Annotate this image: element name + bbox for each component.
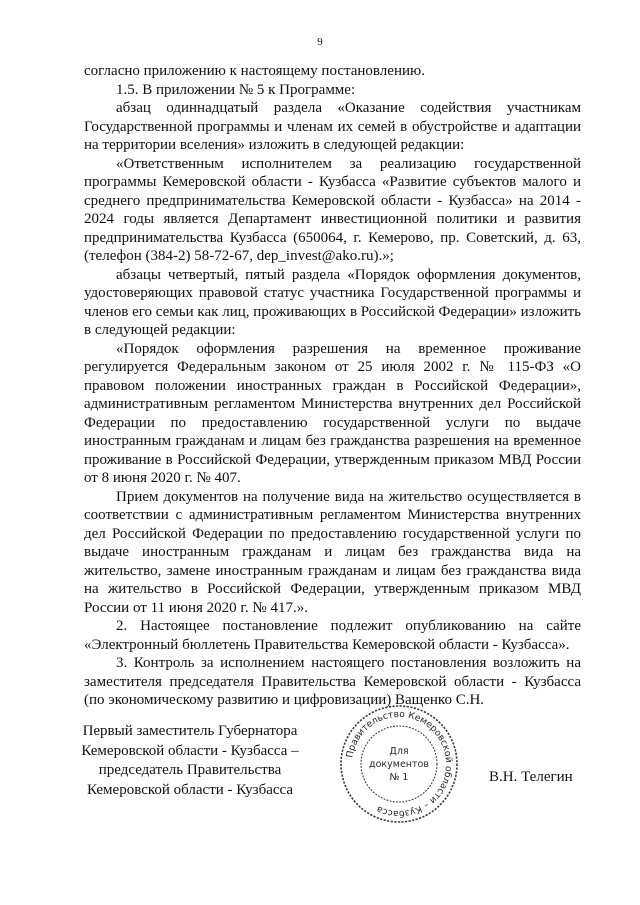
paragraph: абзацы четвертый, пятый раздела «Порядок оформления документов, удостоверяющих правовой статус участника Государственной программы и членов его семьи как лиц, проживающих в Российской Федерации» изложить в следующей редакции: (84, 266, 581, 338)
paragraph: 1.5. В приложении № 5 к Программе: (116, 81, 356, 98)
stamp-center-line: документов (369, 759, 429, 770)
paragraph: 2. Настоящее постановление подлежит опубликованию на сайте «Электронный бюллетень Правительства Кемеровской области - Кузбасса». (84, 618, 581, 653)
signatory-title-line: председатель Правительства (98, 762, 282, 778)
stamp-seal (335, 700, 463, 828)
signatory-title (60, 722, 320, 800)
paragraph: согласно приложению к настоящему постановлению. (84, 63, 425, 79)
page-number: 9 (317, 36, 323, 48)
document-body (84, 62, 581, 710)
official-stamp (335, 700, 463, 828)
paragraph: абзац одиннадцатый раздела «Оказание содействия участникам Государственной программы и членам их семей в обустройстве и адаптации на территории вселения» изложить в следующей редакции: (84, 100, 581, 153)
signatory-title-line: Кемеровской области - Кузбасса – (81, 742, 299, 759)
paragraph: «Ответственным исполнителем за реализацию государственной программы Кемеровской области - Кузбасса «Развитие субъектов малого и среднего предпринимательства Кемеровской области - Кузбасса» на 2014 - 2024 годы является Департамент инвестиционной политики и развития предпринимательства Кузбасса (650064, г. Кемерово, пр. Советский, д. 63, (телефон (384-2) 58-72-67, dep_invest@ako.ru).»; (84, 155, 581, 264)
paragraph: 3. Контроль за исполнением настоящего постановления возложить на заместителя председателя Правительства Кемеровской области - Кузбасса (по экономическому развитию и цифровизации) Ващенко С.Н. (84, 655, 581, 708)
stamp-center-line: Для (389, 746, 409, 757)
paragraph: «Порядок оформления разрешения на временное проживание регулируется Федеральным законом от 25 июля 2002 г. № 115-ФЗ «О правовом положении иностранных граждан в Российской Федерации», административным регламентом Министерства внутренних дел Российской Федерации по предоставлению государственной услуги по выдаче иностранным гражданам и лицам без гражданства разрешения на временное проживание в Российской Федерации, утвержденным приказом МВД России от 8 июня 2020 г. № 407. (84, 340, 581, 486)
stamp-ring-textpath: Правительство Кемеровской области – Кузбасса (344, 708, 455, 820)
signatory-title-line: Кемеровской области - Кузбасса (86, 781, 294, 798)
signatory-title-line: Первый заместитель Губернатора (82, 723, 298, 739)
paragraph: Прием документов на получение вида на жительство осуществляется в соответствии с административным регламентом Министерства внутренних дел Российской Федерации по предоставлению государственной услуги по выдаче иностранным гражданам и лицам без гражданства вида на жительство, замене иностранным гражданам и лицам без гражданства вида на жительство в Российской Федерации, утвержденным приказом МВД России от 11 июня 2020 г. № 417.». (84, 488, 581, 616)
stamp-center-line: № 1 (389, 772, 409, 783)
signatory-name: В.Н. Телегин (489, 769, 573, 785)
